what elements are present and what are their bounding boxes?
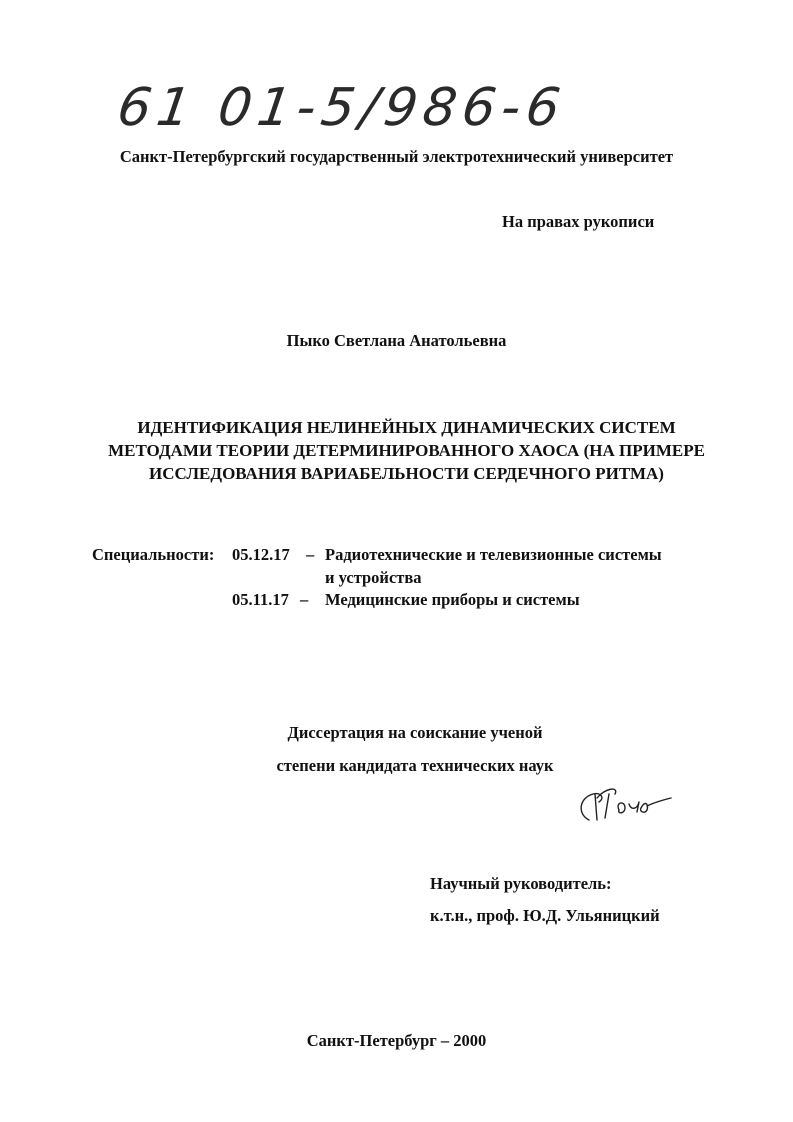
title-line: ИДЕНТИФИКАЦИЯ НЕЛИНЕЙНЫХ ДИНАМИЧЕСКИХ СИСТЕМ: [137, 418, 676, 437]
author-signature: [575, 780, 675, 830]
dissertation-statement: Диссертация на соискание ученой: [287, 723, 543, 742]
city-year: Санкт-Петербург – 2000: [306, 1031, 487, 1050]
supervisor-name: к.т.н., проф. Ю.Д. Ульяницкий: [430, 906, 660, 925]
specialty-code: 05.11.17: [232, 590, 289, 609]
author-name: Пыко Светлана Анатольевна: [286, 331, 507, 350]
specialty-dash: –: [300, 590, 309, 609]
university-name: Санкт-Петербургский государственный электротехнический университет: [119, 147, 674, 166]
supervisor-label: Научный руководитель:: [430, 874, 612, 893]
catalog-number: 61 01-5/986-6: [113, 78, 570, 138]
title-line: ИССЛЕДОВАНИЯ ВАРИАБЕЛЬНОСТИ СЕРДЕЧНОГО РИТМА): [149, 464, 664, 483]
specialty-name-continued: и устройства: [325, 568, 422, 587]
specialties-label: Специальности:: [92, 545, 215, 564]
manuscript-rights: На правах рукописи: [502, 212, 655, 231]
title-line: МЕТОДАМИ ТЕОРИИ ДЕТЕРМИНИРОВАННОГО ХАОСА (НА ПРИМЕРЕ: [108, 441, 705, 460]
signature-drawing: [575, 780, 675, 825]
specialty-dash: –: [306, 545, 315, 564]
specialty-code: 05.12.17: [232, 545, 290, 564]
dissertation-degree: степени кандидата технических наук: [276, 756, 554, 775]
specialty-name: Медицинские приборы и системы: [325, 590, 580, 609]
specialty-name: Радиотехнические и телевизионные системы: [325, 545, 662, 564]
dissertation-title: [60, 416, 753, 485]
